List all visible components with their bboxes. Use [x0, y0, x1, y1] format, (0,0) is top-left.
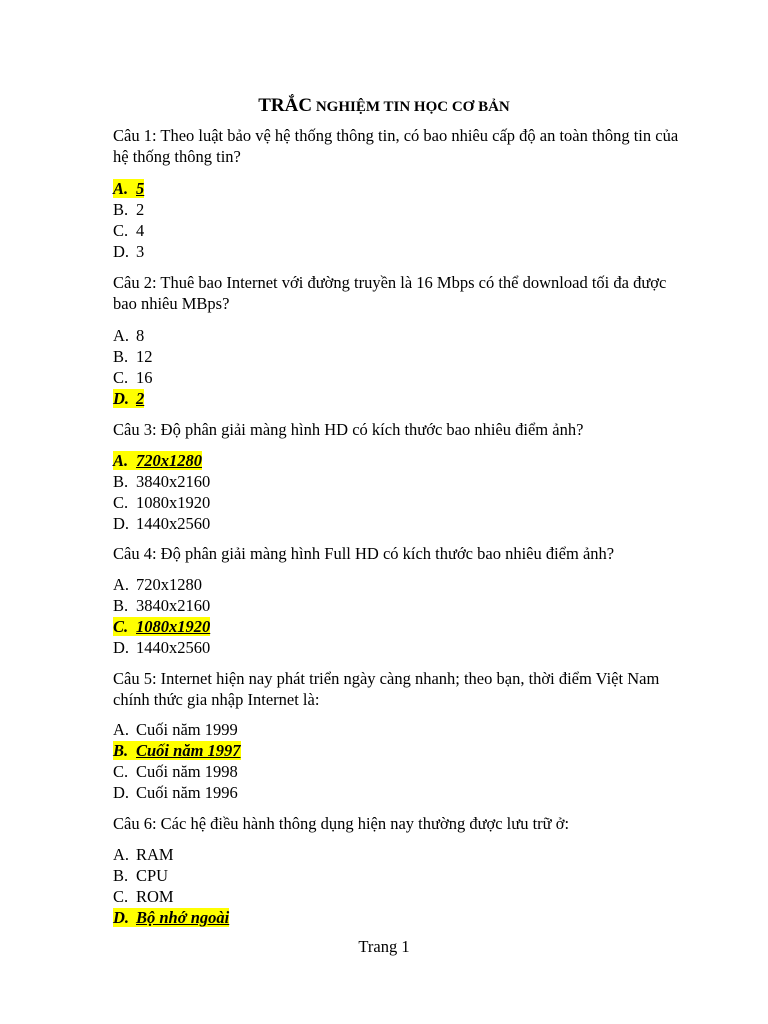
- option-q6-b: B. CPU: [113, 866, 169, 885]
- option-q4-c-correct: C. 1080x1920: [113, 617, 211, 636]
- question-1-text: Câu 1: Theo luật bảo vệ hệ thống thông tin, có bao nhiêu cấp độ an toàn thông tin của hệ thống thông tin?: [113, 126, 679, 166]
- option-q5-b-correct: B. Cuối năm 1997: [113, 741, 241, 760]
- document-title: [0, 94, 768, 119]
- option-q3-a-correct: A. 720x1280: [113, 451, 202, 470]
- title-part-2: NGHIỆM TIN HỌC CƠ BẢN: [312, 99, 510, 115]
- option-q4-b: B. 3840x2160: [113, 596, 211, 615]
- question-2-text: Câu 2: Thuê bao Internet với đường truyền là 16 Mbps có thể download tối đa được bao nhiêu MBps?: [113, 273, 667, 313]
- option-q6-d-correct: D. Bộ nhớ ngoài: [113, 908, 230, 927]
- option-q2-d-correct: D. 2: [113, 389, 145, 408]
- option-q6-a: A. RAM: [113, 845, 174, 864]
- question-4-options: [113, 574, 210, 658]
- page-footer: Trang 1: [358, 937, 410, 956]
- question-3-text: Câu 3: Độ phân giải màng hình HD có kích thước bao nhiêu điểm ảnh?: [113, 420, 584, 439]
- question-1-options: [113, 178, 144, 262]
- option-q2-c: C. 16: [113, 368, 153, 387]
- question-5-text: Câu 5: Internet hiện nay phát triển ngày càng nhanh; theo bạn, thời điểm Việt Nam chính thức gia nhập Internet là:: [113, 669, 660, 709]
- option-q1-a-correct: A. 5: [113, 179, 145, 198]
- option-q3-c: C. 1080x1920: [113, 493, 211, 512]
- option-q5-a: A. Cuối năm 1999: [113, 720, 238, 739]
- question-2-options: [113, 325, 153, 409]
- question-4-text: Câu 4: Độ phân giải màng hình Full HD có kích thước bao nhiêu điểm ảnh?: [113, 544, 615, 563]
- option-q2-a: A. 8: [113, 326, 145, 345]
- option-q1-c: C. 4: [113, 221, 145, 240]
- option-q1-b: B. 2: [113, 200, 145, 219]
- question-6-text: Câu 6: Các hệ điều hành thông dụng hiện nay thường được lưu trữ ở:: [113, 814, 570, 833]
- question-5-options: [113, 719, 241, 803]
- question-6-options: [113, 844, 229, 928]
- option-q3-b: B. 3840x2160: [113, 472, 211, 491]
- option-q3-d: D. 1440x2560: [113, 514, 211, 533]
- option-q5-d: D. Cuối năm 1996: [113, 783, 238, 802]
- option-q6-c: C. ROM: [113, 887, 174, 906]
- option-q1-d: D. 3: [113, 242, 145, 261]
- option-q4-d: D. 1440x2560: [113, 638, 211, 657]
- title-part-1: TRẮC: [258, 95, 313, 116]
- option-q2-b: B. 12: [113, 347, 153, 366]
- option-q5-c: C. Cuối năm 1998: [113, 762, 238, 781]
- question-3-options: [113, 450, 210, 534]
- option-q4-a: A. 720x1280: [113, 575, 202, 594]
